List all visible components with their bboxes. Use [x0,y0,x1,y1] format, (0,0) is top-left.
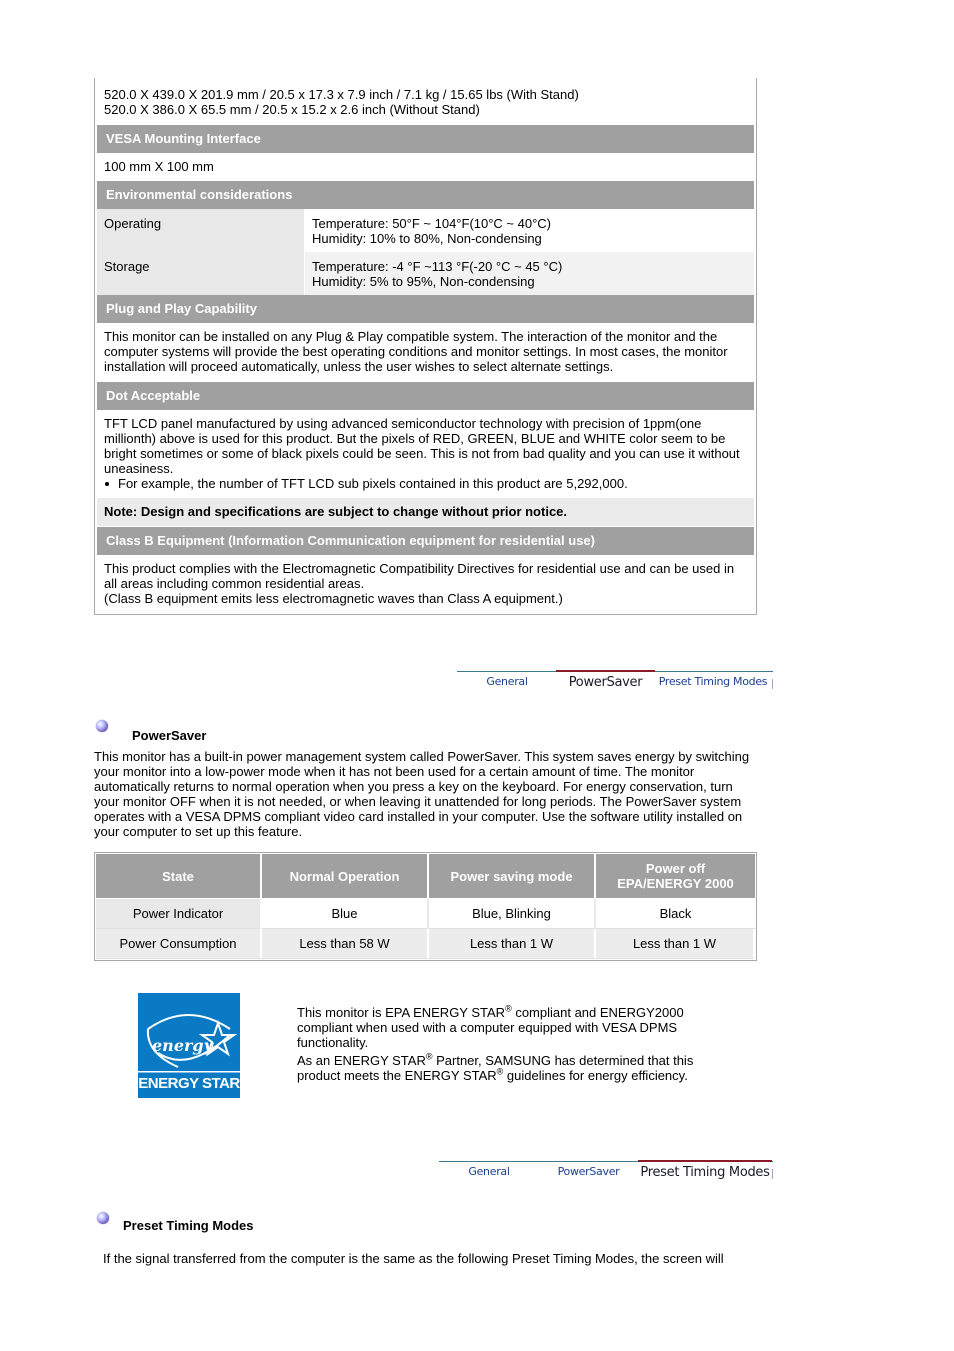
tab-general[interactable]: General [468,1164,510,1178]
dimensions-without-stand: 520.0 X 386.0 X 65.5 mm / 20.5 x 15.2 x 2.6 inch (Without Stand) [104,102,480,117]
header-power-off [596,854,755,899]
cell: Less than 1 W [596,929,755,959]
svg-text:energy: energy [152,1036,213,1055]
energy-text: guidelines for energy efficiency. [503,1068,688,1083]
cell: Blue, Blinking [429,899,596,929]
tab-bar-preset [439,1161,773,1181]
cell: Less than 58 W [262,929,429,959]
energy-paragraph-1 [297,1005,717,1050]
energy-text: Partner, SAMSUNG has determined that this product meets the ENERGY STAR [297,1053,694,1083]
dimensions-with-stand: 520.0 X 439.0 X 201.9 mm / 20.5 x 17.3 x 7.9 inch / 7.1 kg / 15.65 lbs (With Stand) [104,87,579,102]
class-b-header: Class B Equipment (Information Communication equipment for residential use) [97,527,754,555]
tab-divider [772,1169,773,1179]
tab-powersaver[interactable]: PowerSaver [557,1164,620,1178]
registered-mark: ® [425,1051,433,1062]
tab-powersaver[interactable]: PowerSaver [556,670,655,692]
storage-temperature: Temperature: -4 °F ~113 °F(-20 °C ~ 45 °C) [312,259,563,274]
table-row [96,899,755,929]
header-power-saving-mode: Power saving mode [429,854,596,899]
vesa-value: 100 mm X 100 mm [104,159,214,174]
dot-acceptable-text: TFT LCD panel manufactured by using advanced semiconductor technology with precision of 1ppm(one millionth) above is used for this product. But the pixels of RED, GREEN, BLUE and WHITE color seem to be bright sometimes or some of black pixels could be seen. This is not from bad quality and you can use it without uneasiness. [104,416,740,476]
orb-bullet-icon [96,720,108,732]
dot-acceptable-bullet-text: For example, the number of TFT LCD sub pixels contained in this product are 5,292,000. [118,476,628,491]
plug-and-play-text: This monitor can be installed on any Plug & Play compatible system. The interaction of the monitor and the computer systems will provide the best operating conditions and monitor settings. In most cases, the monitor installation will proceed automatically, unless the user wishes to select alternate settings. [104,329,728,374]
cell: Blue [262,899,429,929]
class-b-text: This product complies with the Electromagnetic Compatibility Directives for residential use and can be used in all areas including common residential areas. [104,561,735,591]
header-normal-operation: Normal Operation [262,854,429,899]
header-power-off-line2: EPA/ENERGY 2000 [617,876,734,891]
bullet-dot-icon [105,482,109,486]
dot-acceptable-cell [95,410,756,498]
operating-value [305,209,754,252]
cell-power-indicator: Power Indicator [96,899,262,929]
power-table-header-row [96,854,755,899]
header-power-off-line1: Power off [645,861,706,876]
tab-divider [772,679,773,689]
dot-acceptable-header: Dot Acceptable [97,382,754,410]
tab-general[interactable]: General [486,674,528,688]
tab-bar-powersaver [457,671,773,691]
dot-acceptable-bullet [104,476,747,491]
class-b-cell [95,555,756,614]
cell-power-consumption: Power Consumption [96,929,262,959]
energy-star-logo-text: ENERGY STAR [138,1075,240,1092]
cell: Less than 1 W [429,929,596,959]
environment-header: Environmental considerations [97,181,754,209]
registered-mark: ® [496,1066,504,1077]
energy-star-description [297,1005,717,1083]
powersaver-body: This monitor has a built-in power management system called PowerSaver. This system saves energy by switching your monitor into a low-power mode when it has not been used for a certain amount of time. The monitor automatically returns to normal operation when you press a key on the keyboard. For energy conservation, turn your monitor OFF when it is not needed, or when leaving it unattended for long periods. The PowerSaver system operates with a VESA DPMS compliant video card installed in your computer. Use the software utility installed on your computer to set up this feature. [94,749,750,839]
class-b-note: (Class B equipment emits less electromagnetic waves than Class A equipment.) [104,591,563,606]
registered-mark: ® [505,1003,512,1014]
powersaver-title: PowerSaver [132,728,207,743]
tab-preset-timing-modes[interactable]: Preset Timing Modes [638,1160,772,1182]
energy-text: compliant and ENERGY2000 compliant when used with a computer equipped with VESA DPMS functionality. [297,1005,684,1050]
dimensions-cell [95,78,756,125]
vesa-header: VESA Mounting Interface [97,125,754,153]
operating-humidity: Humidity: 10% to 80%, Non-condensing [312,231,542,246]
energy-text: As an ENERGY STAR [297,1053,426,1068]
storage-label: Storage [97,252,305,295]
operating-label: Operating [97,209,305,252]
energy-star-logo [138,993,240,1098]
header-state: State [96,854,262,899]
table-row [96,929,755,959]
design-note: Note: Design and specifications are subject to change without prior notice. [97,498,754,526]
plug-and-play-header: Plug and Play Capability [97,295,754,323]
energy-text: This monitor is EPA ENERGY STAR [297,1005,506,1020]
storage-humidity: Humidity: 5% to 95%, Non-condensing [312,274,535,289]
specification-table [94,78,757,615]
energy-paragraph-2 [297,1053,717,1083]
cell: Black [596,899,755,929]
storage-row [97,252,754,295]
tab-preset-timing-modes[interactable]: Preset Timing Modes [658,674,768,688]
operating-temperature: Temperature: 50°F ~ 104°F(10°C ~ 40°C) [312,216,552,231]
preset-body: If the signal transferred from the computer is the same as the following Preset Timing Modes, the screen will [103,1251,724,1266]
storage-value [305,252,754,295]
power-table [94,852,757,961]
orb-bullet-icon [97,1212,109,1224]
operating-row [97,209,754,252]
preset-title: Preset Timing Modes [123,1218,254,1233]
